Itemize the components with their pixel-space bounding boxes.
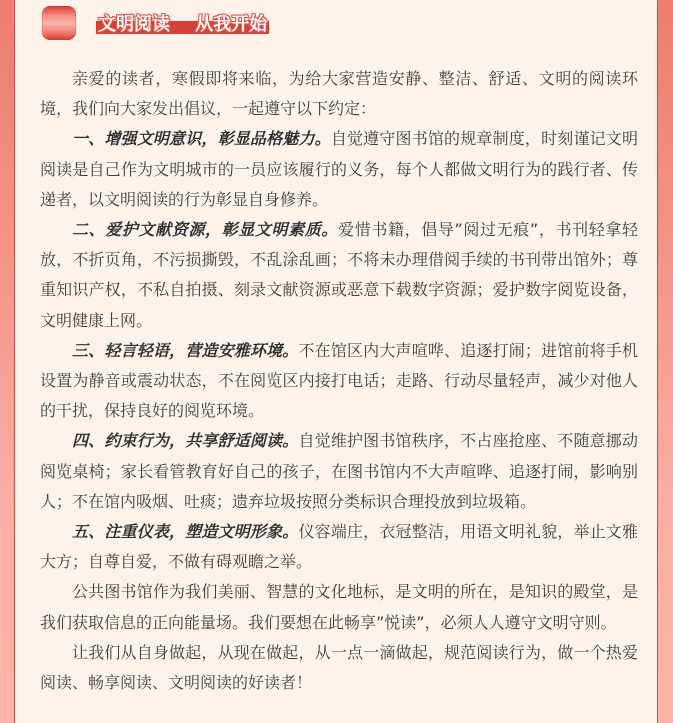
- item-paragraph-2: [40, 215, 638, 336]
- item-text-4: 自觉维护图书馆秩序，不占座抢座、不随意挪动阅览桌椅；家长看管教育好自己的孩子，在图书馆内不大声喧哗、追逐打闹，影响别人；不在馆内吸烟、吐痰；遗弃垃圾按照分类标识合理投放到垃圾箱。: [40, 431, 638, 511]
- item-heading-3: 三、轻言轻语，营造安雅环境。: [72, 340, 299, 360]
- header: [42, 3, 269, 43]
- closing-paragraph-1: 公共图书馆作为我们美丽、智慧的文化地标，是文明的所在，是知识的殿堂，是我们获取信息的正向能量场。我们要想在此畅享”悦读”，必须人人遵守文明守则。: [40, 582, 638, 632]
- page-title: 文明阅读 从我开始: [98, 14, 268, 35]
- title-banner: [96, 8, 269, 38]
- item-heading-5: 五、注重仪表，塑造文明形象。: [72, 522, 299, 542]
- item-paragraph-5: [40, 517, 638, 577]
- closing-paragraph-2: 让我们从自身做起，从现在做起，从一点一滴做起，规范阅读行为，做一个热爱阅读、畅享阅读、文明阅读的好读者！: [40, 642, 638, 693]
- item-heading-2: 二、爱护文献资源，彰显文明素质。: [72, 220, 339, 240]
- item-text-1: 自觉遵守图书馆的规章制度，时刻谨记文明阅读是自己作为文明城市的一员应该履行的义务，每个人都做文明行为的践行者、传递者，以文明阅读的行为彰显自身修养。: [40, 129, 638, 209]
- item-heading-1: 一、增强文明意识，彰显品格魅力。: [72, 129, 331, 149]
- item-text-2: 爱惜书籍，倡导”阅过无痕”，书刊轻拿轻放，不折页角，不污损撕毁，不乱涂乱画；不将未办理借阅手续的书刊带出馆外；尊重知识产权，不私自拍摄、刻录文献资源或恶意下载数字资源；爱护数字阅览设备，文明健康上网。: [40, 220, 638, 330]
- item-paragraph-4: [40, 426, 638, 517]
- intro-paragraph: 亲爱的读者，寒假即将来临，为给大家营造安静、整洁、舒适、文明的阅读环境，我们向大家发出倡议，一起遵守以下约定：: [40, 69, 638, 119]
- item-paragraph-3: [40, 336, 638, 427]
- item-text-3: 不在馆区内大声喧哗、追逐打闹；进馆前将手机设置为静音或震动状态，不在阅览区内接打电话；走路、行动尽量轻声，减少对他人的干扰，保持良好的阅览环境。: [40, 340, 638, 421]
- article-body: [40, 64, 638, 698]
- rounded-square-badge-icon: [42, 6, 76, 40]
- item-paragraph-1: [40, 124, 638, 215]
- item-text-5: 仪容端庄，衣冠整洁，用语文明礼貌，举止文雅大方；自尊自爱，不做有碍观瞻之举。: [40, 522, 638, 572]
- item-heading-4: 四、约束行为，共享舒适阅读。: [72, 431, 299, 451]
